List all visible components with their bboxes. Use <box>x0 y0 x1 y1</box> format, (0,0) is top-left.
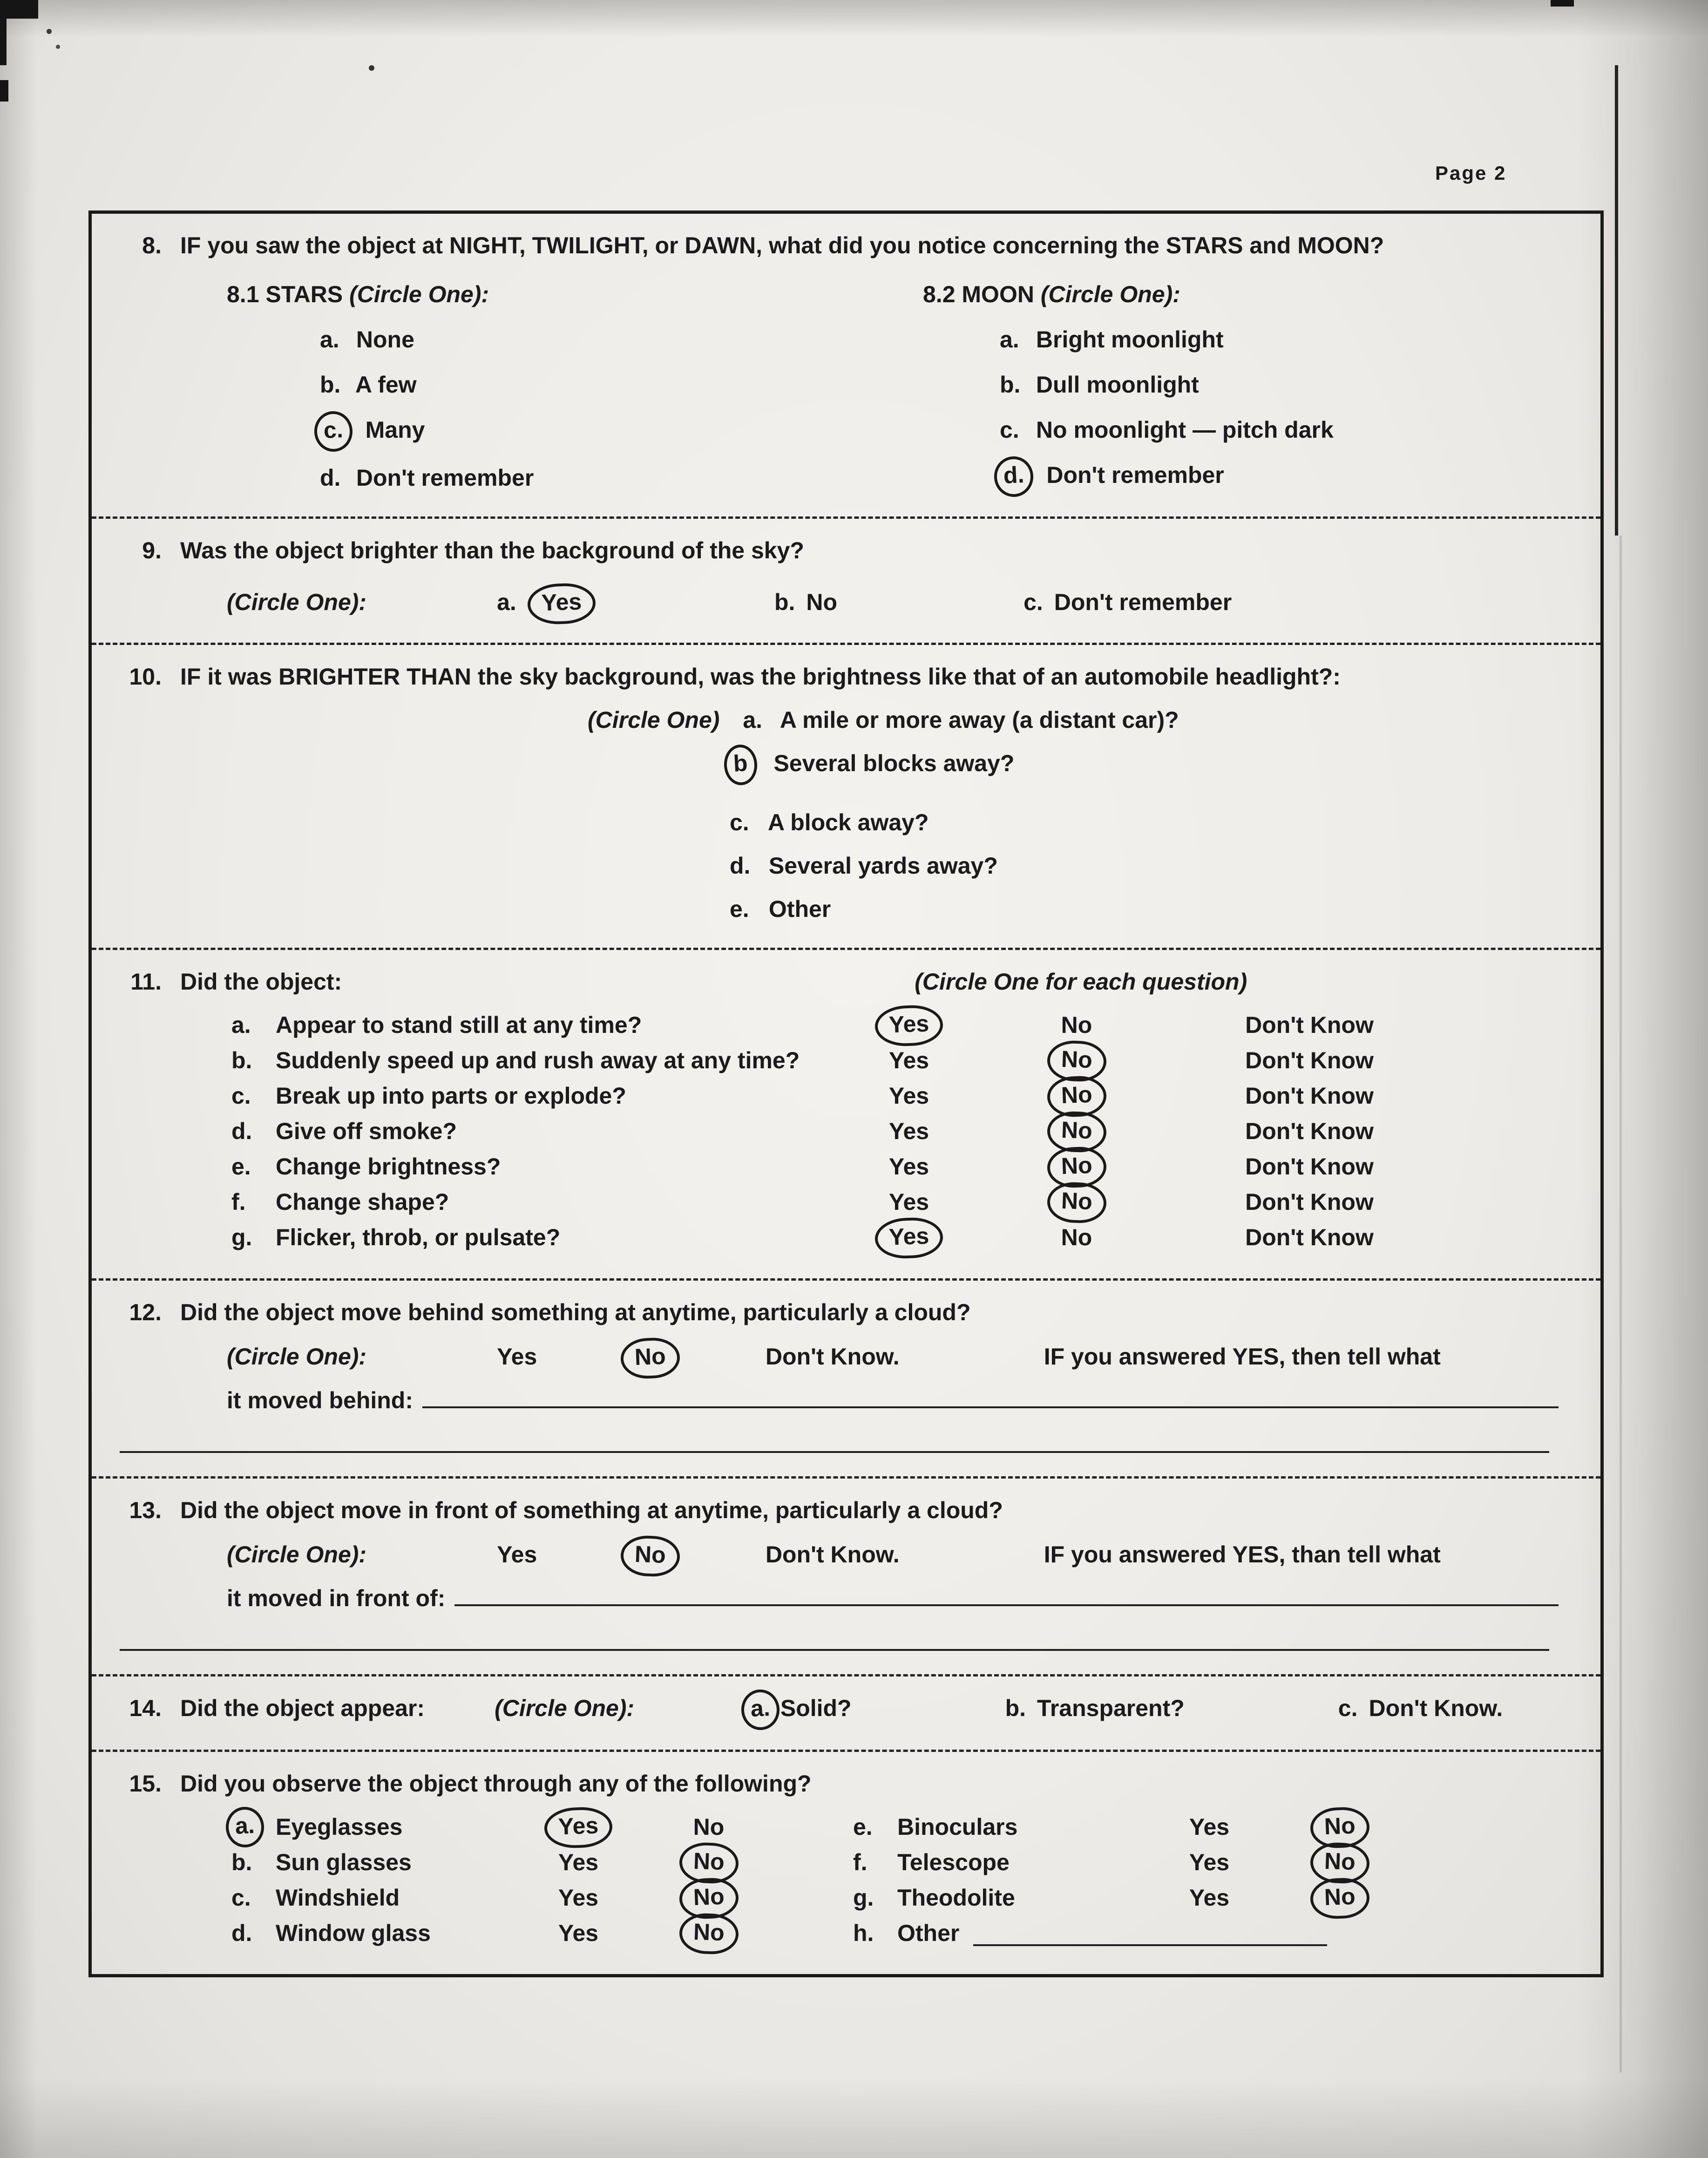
row-letter: b. <box>231 1047 252 1073</box>
no-option: No <box>1061 1224 1092 1250</box>
scan-artifact-line <box>1620 536 1622 2072</box>
yes-option: Yes <box>497 1344 537 1370</box>
question-11-text: Did the object: <box>180 969 342 995</box>
option-label: Several yards away? <box>768 853 998 879</box>
row-letter: g. <box>853 1884 874 1911</box>
dont-know-option: Don't Know. <box>765 1541 900 1568</box>
circled-answer-mark <box>740 1689 780 1731</box>
option-label: A mile or more away (a distant car)? <box>779 707 1179 733</box>
question-8-1-circle-one-note: (Circle One): <box>349 281 489 307</box>
circled-answer-mark <box>543 1806 613 1849</box>
question-12-text: Did the object move behind something at anytime, particularly a cloud? <box>180 1299 971 1325</box>
row-letter: c. <box>231 1082 251 1109</box>
row-letter: b. <box>231 1849 252 1875</box>
row-letter: a. <box>231 1011 251 1038</box>
dont-know-option: Don't Know. <box>765 1344 900 1370</box>
row-label: Sun glasses <box>276 1849 412 1875</box>
circle-one-note: (Circle One): <box>227 589 367 615</box>
page-number-label: Page 2 <box>1435 162 1507 184</box>
circle-one-note: (Circle One): <box>227 1344 367 1370</box>
row-letter: g. <box>231 1224 252 1250</box>
option-label: A few <box>355 372 417 398</box>
row-label: Windshield <box>276 1884 400 1911</box>
question-11-row-a <box>92 1007 1577 1043</box>
question-8-1-stars-column <box>92 279 834 493</box>
circle-one-note: (Circle One for each question) <box>915 969 1247 995</box>
no-option: No <box>692 1847 725 1875</box>
circled-answer-mark <box>1046 1181 1107 1223</box>
yes-option: Yes <box>888 1118 929 1144</box>
row-label: Change shape? <box>276 1188 449 1215</box>
dont-know-option: Don't Know <box>1245 1188 1374 1215</box>
no-option: No <box>1060 1152 1093 1179</box>
no-option: No <box>692 1883 725 1910</box>
option-row <box>1000 460 1577 493</box>
option-label: Don't Know. <box>1369 1695 1503 1721</box>
no-option: No <box>634 1540 667 1568</box>
scan-artifact-dot <box>369 65 374 71</box>
row-letter: h. <box>853 1920 874 1946</box>
option-label: A block away? <box>768 809 929 835</box>
option-label: Other <box>768 896 831 922</box>
option-row <box>320 415 834 448</box>
fill-in-prompt: it moved in front of: <box>227 1585 446 1611</box>
option-letter: b. <box>1005 1695 1026 1721</box>
option-row <box>320 370 834 400</box>
dont-know-option: Don't Know <box>1245 1224 1374 1250</box>
no-option: No <box>692 1918 725 1946</box>
option-letter: d. <box>320 465 341 491</box>
question-11-row-e <box>92 1149 1577 1184</box>
question-15-number: 15. <box>129 1771 162 1797</box>
scan-artifact-line <box>1615 65 1618 536</box>
row-label: Other <box>897 1920 960 1946</box>
question-8-1-heading: 8.1 STARS <box>227 281 343 307</box>
question-11-row-d <box>92 1113 1577 1149</box>
option-letter: b. <box>774 589 795 615</box>
row-label: Flicker, throb, or pulsate? <box>276 1224 561 1250</box>
row-letter: d. <box>231 1920 252 1946</box>
option-letter: c. <box>1023 589 1043 615</box>
scan-artifact-dot <box>47 29 52 34</box>
row-letter: f. <box>231 1188 246 1215</box>
question-11-number: 11. <box>130 969 162 995</box>
question-8-2-moon-column <box>834 279 1577 493</box>
option-letter: c. <box>730 809 749 835</box>
yes-option: Yes <box>1189 1849 1230 1875</box>
yes-option: Yes <box>888 1153 929 1180</box>
question-14-section <box>92 1676 1600 1752</box>
circled-answer-mark <box>620 1535 681 1577</box>
option-letter: a. <box>497 589 516 615</box>
row-label: Theodolite <box>897 1884 1015 1911</box>
scan-artifact-corner <box>0 0 7 65</box>
circled-answer-mark <box>1309 1877 1370 1919</box>
option-row <box>1000 370 1577 400</box>
yes-option: Yes <box>497 1541 537 1568</box>
answer-blank-line <box>120 1619 1549 1651</box>
conditional-instruction: IF you answered YES, then tell what <box>1044 1344 1441 1370</box>
no-option: No <box>1060 1045 1093 1073</box>
option-letter: c. <box>323 416 344 444</box>
no-option: No <box>1060 1081 1093 1108</box>
answer-blank-line <box>120 1421 1549 1453</box>
fill-in-prompt: it moved behind: <box>227 1387 413 1413</box>
question-15-text: Did you observe the object through any of the following? <box>180 1771 812 1797</box>
answer-blank <box>973 1920 1327 1946</box>
row-label: Eyeglasses <box>276 1813 403 1840</box>
circled-answer-mark <box>723 744 758 786</box>
no-option: No <box>1323 1847 1356 1875</box>
circled-answer-mark <box>678 1912 739 1954</box>
option-label: None <box>356 326 414 353</box>
question-11-row-f <box>92 1184 1577 1220</box>
question-10-text: IF it was BRIGHTER THAN the sky background, was the brightness like that of an automobile headlight?: <box>180 664 1341 690</box>
row-label: Give off smoke? <box>276 1118 457 1144</box>
yes-option: Yes <box>558 1849 599 1875</box>
question-11-row-b <box>92 1043 1577 1078</box>
option-letter: a. <box>743 707 763 733</box>
question-9-text: Was the object brighter than the background of the sky? <box>180 537 804 563</box>
question-13-text: Did the object move in front of something at anytime, particularly a cloud? <box>180 1497 1003 1523</box>
no-option: No <box>1323 1883 1356 1910</box>
question-15-row <box>92 1880 1577 1915</box>
row-label: Change brightness? <box>276 1153 501 1180</box>
option-letter: b <box>732 750 748 777</box>
question-15-row <box>92 1915 1577 1951</box>
option-row <box>1000 325 1577 355</box>
scan-artifact-dot <box>56 45 60 49</box>
question-14-number: 14. <box>129 1695 162 1721</box>
yes-option: Yes <box>888 1222 929 1250</box>
yes-option: Yes <box>888 1010 929 1038</box>
question-15-section <box>92 1752 1600 1974</box>
conditional-instruction: IF you answered YES, than tell what <box>1044 1541 1441 1568</box>
option-letter: a. <box>320 326 339 353</box>
option-label: Don't remember <box>356 465 534 491</box>
answer-blank <box>422 1382 1559 1408</box>
question-9-section <box>92 519 1600 645</box>
dont-know-option: Don't Know <box>1245 1082 1374 1109</box>
question-14-text: Did the object appear: <box>180 1695 425 1721</box>
question-8-number: 8. <box>142 232 162 258</box>
no-option: No <box>693 1813 725 1840</box>
yes-option: Yes <box>1189 1813 1230 1840</box>
option-row <box>1000 415 1577 445</box>
option-label: Don't remember <box>1054 589 1232 615</box>
no-option: No <box>1060 1187 1093 1215</box>
question-11-row-g <box>92 1220 1577 1255</box>
circle-one-note: (Circle One): <box>495 1695 635 1721</box>
question-12-number: 12. <box>129 1299 162 1325</box>
circled-answer-mark <box>313 410 353 453</box>
question-8-text: IF you saw the object at NIGHT, TWILIGHT, or DAWN, what did you notice concerning the STARS and MOON? <box>180 232 1384 258</box>
option-row <box>320 325 834 355</box>
no-option: No <box>1061 1011 1092 1038</box>
question-9-number: 9. <box>142 537 162 563</box>
row-letter: d. <box>231 1118 252 1144</box>
yes-option: Yes <box>557 1812 599 1839</box>
row-label: Suddenly speed up and rush away at any time? <box>276 1047 800 1073</box>
option-label: Transparent? <box>1037 1695 1185 1721</box>
row-letter: e. <box>231 1153 251 1180</box>
circle-one-note: (Circle One) <box>588 707 720 733</box>
answer-blank <box>454 1580 1559 1606</box>
row-letter: a. <box>234 1812 255 1839</box>
dont-know-option: Don't Know <box>1245 1011 1374 1038</box>
yes-option: Yes <box>888 1188 929 1215</box>
question-15-row <box>92 1809 1577 1845</box>
yes-option: Yes <box>558 1884 599 1911</box>
option-letter: d. <box>1003 461 1025 489</box>
no-option: No <box>634 1343 666 1371</box>
yes-option: Yes <box>888 1082 929 1109</box>
option-label: Several blocks away? <box>773 750 1015 776</box>
option-label: Don't remember <box>1046 462 1224 488</box>
option-label: Many <box>365 417 425 443</box>
option-label: Bright moonlight <box>1036 326 1224 353</box>
question-10-number: 10. <box>129 664 162 690</box>
dont-know-option: Don't Know <box>1245 1153 1374 1180</box>
no-option: No <box>1323 1812 1356 1839</box>
circled-answer-mark <box>225 1805 265 1848</box>
circle-one-note: (Circle One): <box>227 1541 367 1568</box>
option-letter: b. <box>320 372 341 398</box>
yes-option: Yes <box>888 1047 929 1073</box>
circled-answer-mark <box>620 1337 681 1379</box>
question-13-section <box>92 1479 1600 1676</box>
circled-answer-mark <box>874 1216 943 1259</box>
row-label: Telescope <box>897 1849 1010 1875</box>
no-option: No <box>1060 1116 1093 1144</box>
option-letter: d. <box>730 853 751 879</box>
question-15-row <box>92 1845 1577 1880</box>
question-11-section <box>92 950 1600 1281</box>
row-label: Break up into parts or explode? <box>276 1082 626 1109</box>
option-letter: b. <box>1000 372 1021 398</box>
option-letter: a. <box>750 1694 771 1722</box>
row-label: Binoculars <box>897 1813 1018 1840</box>
scan-artifact-edge-mark <box>0 80 8 102</box>
option-label: Dull moonlight <box>1036 372 1199 398</box>
row-letter: f. <box>853 1849 868 1875</box>
option-letter: a. <box>1000 326 1019 353</box>
option-label: Solid? <box>780 1695 852 1721</box>
dont-know-option: Don't Know <box>1245 1047 1374 1073</box>
option-letter: e. <box>730 896 749 922</box>
yes-option: Yes <box>1189 1884 1230 1911</box>
question-13-number: 13. <box>129 1497 162 1523</box>
row-letter: e. <box>853 1813 873 1840</box>
dont-know-option: Don't Know <box>1245 1118 1374 1144</box>
question-8-2-heading: 8.2 MOON <box>923 281 1034 307</box>
yes-option: Yes <box>558 1920 599 1946</box>
circled-answer-mark <box>874 1004 943 1047</box>
row-label: Window glass <box>276 1920 431 1946</box>
option-label: No moonlight — pitch dark <box>1036 417 1334 443</box>
option-letter: c. <box>1000 417 1019 443</box>
question-8-section <box>92 214 1600 519</box>
scan-artifact-corner <box>1551 0 1574 7</box>
option-label: Yes <box>541 588 582 616</box>
row-label: Appear to stand still at any time? <box>276 1011 642 1038</box>
row-letter: c. <box>231 1884 251 1911</box>
circled-answer-mark <box>527 582 596 625</box>
question-11-row-c <box>92 1078 1577 1113</box>
question-8-2-circle-one-note: (Circle One): <box>1040 281 1180 307</box>
option-letter: c. <box>1338 1695 1358 1721</box>
circled-answer-mark <box>993 455 1035 498</box>
option-label: No <box>806 589 838 615</box>
question-10-section <box>92 645 1600 950</box>
questionnaire-form-box <box>88 210 1604 1977</box>
question-12-section <box>92 1281 1600 1479</box>
option-row <box>320 463 834 493</box>
